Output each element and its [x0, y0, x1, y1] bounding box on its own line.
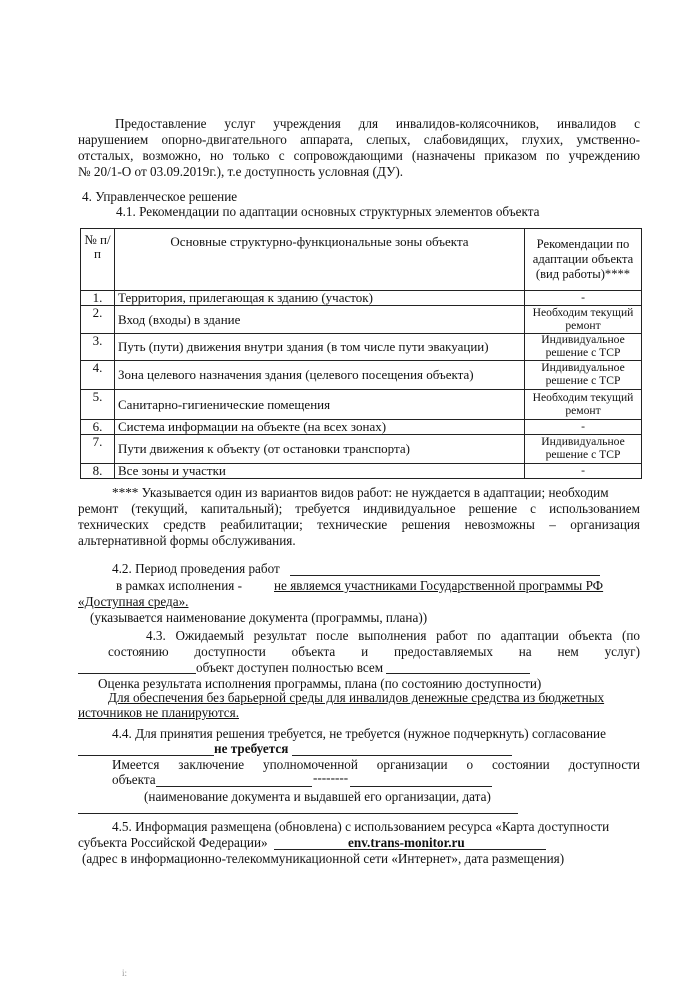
s44-line-2: Имеется заключение уполномоченной организации о состоянии доступности: [112, 757, 640, 772]
s43-note-line-1: Для обеспечения без барьерной среды для инвалидов денежные средства из бюджетных: [108, 690, 605, 705]
s43-blank-left: [78, 673, 196, 674]
header-num: № п/п: [81, 229, 115, 291]
s42-label: 4.2. Период проведения работ: [112, 561, 280, 576]
section-4-1-title: 4.1. Рекомендации по адаптации основных структурных элементов объекта: [116, 204, 540, 219]
table-row: 8. Все зоны и участки -: [81, 464, 642, 479]
intro-line-4: № 20/1-О от 03.09.2019г.), т.е доступность условная (ДУ).: [78, 164, 404, 179]
s44-dashes: --------: [313, 770, 349, 785]
table-row: 3. Путь (пути) движения внутри здания (в том числе пути эвакуации) Индивидуальное решение с ТСР: [81, 334, 642, 361]
table-row: 7. Пути движения к объекту (от остановки транспорта) Индивидуальное решение с ТСР: [81, 435, 642, 464]
intro-line-2: нарушением опорно-двигательного аппарата, слепых, слабовидящих, глухих, умственно-: [78, 132, 640, 147]
s43-line-1: 4.3. Ожидаемый результат после выполнения работ по адаптации объекта (по: [146, 628, 640, 643]
footnote-line-3: технических средств реабилитации; технические решения невозможны – организация: [78, 517, 640, 532]
s44-blank-right: [292, 755, 512, 756]
s42-blank-line: [290, 575, 600, 576]
s42-prefix: в рамках исполнения -: [116, 578, 243, 593]
table-row: 6. Система информации на объекте (на всех зонах) -: [81, 420, 642, 435]
s44-caption: (наименование документа и выдавшей его организации, дата): [144, 789, 491, 804]
s44-blank-left: [78, 755, 214, 756]
table-row: 4. Зона целевого назначения здания (целевого посещения объекта) Индивидуальное решение с ТСР: [81, 361, 642, 390]
s44-blank-doc-right: [350, 786, 492, 787]
s42-program-line-2: «Доступная среда».: [78, 594, 189, 609]
s45-caption: (адрес в информационно-телекоммуникационной сети «Интернет», дата размещения): [82, 851, 565, 866]
s42-caption: (указывается наименование документа (программы, плана)): [90, 610, 428, 625]
footnote-line-4: альтернативной формы обслуживания.: [78, 533, 296, 548]
s43-note-line-2: источников не планируются.: [78, 705, 239, 720]
s45-site: env.trans-monitor.ru: [348, 835, 465, 850]
footnote-line-2: ремонт (текущий, капитальный); требуется индивидуальное решение с использованием: [78, 501, 640, 516]
s43-caption: Оценка результата исполнения программы, плана (по состоянию доступности): [98, 676, 542, 691]
s44-line-1: 4.4. Для принятия решения требуется, не требуется (нужное подчеркнуть) согласование: [112, 726, 606, 741]
table-row: 1. Территория, прилегающая к зданию (участок) -: [81, 291, 642, 306]
s45-line-2: субъекта Российской Федерации»: [78, 835, 268, 850]
intro-line-3: отсталых, возможно, но только с сопровождающими (назначены приказом по учреждению: [78, 148, 640, 163]
margin-mark: i:: [122, 968, 128, 978]
s43-line-2: состоянию доступности объекта и предоставляемых на нем услуг): [108, 644, 640, 659]
section-4-title: 4. Управленческое решение: [82, 189, 238, 204]
s44-answer: не требуется: [214, 741, 289, 756]
s43-result: объект доступен полностью всем: [196, 660, 384, 675]
s42-program-line-1: не являемся участниками Государственной программы РФ: [274, 578, 604, 593]
header-rec: Рекомендации по адаптации объекта (вид работы)****: [525, 229, 642, 291]
adaptation-table: [80, 228, 642, 479]
footnote-line-1: **** Указывается один из вариантов видов работ: не нуждается в адаптации; необходим: [112, 485, 609, 500]
s44-blank-bottom: [78, 813, 518, 814]
table-row: 5. Санитарно-гигиенические помещения Необходим текущий ремонт: [81, 390, 642, 420]
intro-line-1: Предоставление услуг учреждения для инвалидов-колясочников, инвалидов с: [115, 116, 640, 131]
table-row: 2. Вход (входы) в здание Необходим текущий ремонт: [81, 306, 642, 334]
header-zone: Основные структурно-функциональные зоны объекта: [115, 229, 525, 291]
s45-line-1: 4.5. Информация размещена (обновлена) с использованием ресурса «Карта доступности: [112, 819, 610, 834]
s44-blank-doc-left: [156, 786, 312, 787]
s43-blank-right: [386, 673, 530, 674]
s44-line-3: объекта: [112, 772, 156, 787]
